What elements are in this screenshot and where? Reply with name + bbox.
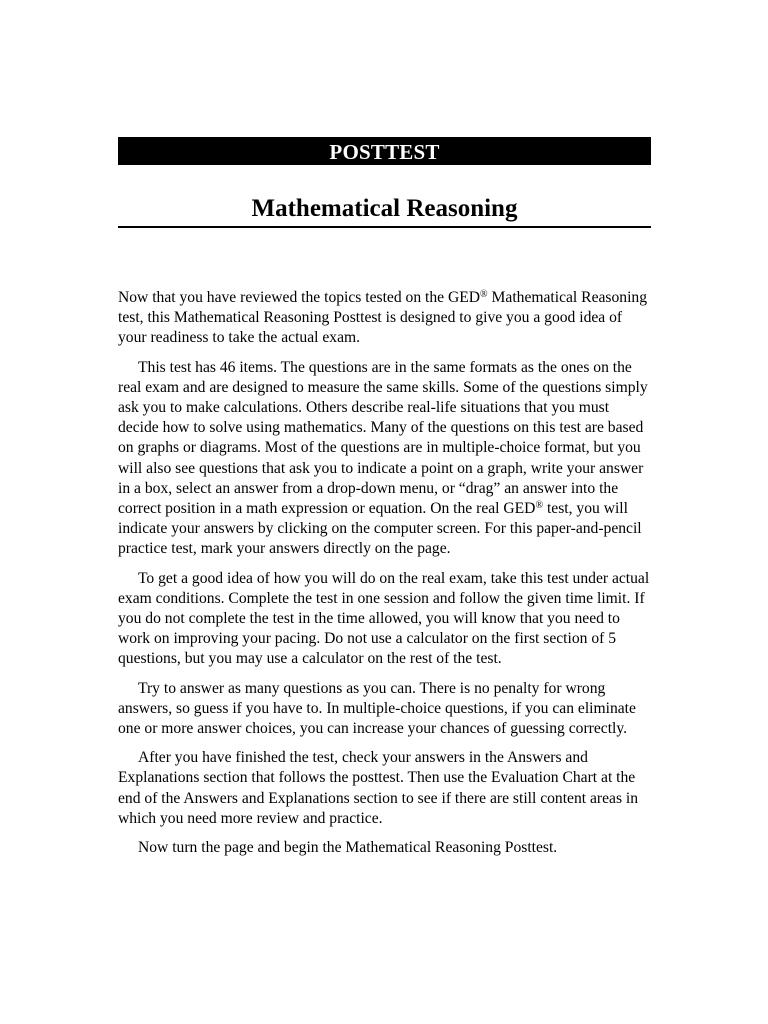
paragraph-check-answers: After you have finished the test, check your answers in the Answers and Explanations section that follows the posttest. Then use the Evaluation Chart at the end of the Answers and Explanations section to see if there are still content areas in which you need more review and practice. bbox=[118, 749, 639, 827]
body-text bbox=[118, 288, 651, 858]
paragraph-intro-part-b: Mathematical Reasoning test, this Mathematical Reasoning Posttest is designed to give you a good idea of your readiness to take the actual exam. bbox=[118, 289, 647, 347]
paragraph-test-format bbox=[118, 358, 651, 560]
paragraph-test-format-part-a: This test has 46 items. The questions are in the same formats as the ones on the real exam and are designed to measure the same skills. Some of the questions simply ask you to make calculations. Others describe real-life situations that you must decide how to solve using mathematics. Many of the questions on this test are based on graphs or diagrams. Most of the questions are in multiple-choice format, but you will also see questions that ask you to indicate a point on a graph, write your answer in a box, select an answer from a drop-down menu, or “drag” an answer into the correct position in a math expression or equation. On the real GED bbox=[118, 358, 648, 518]
posttest-banner: POSTTEST bbox=[118, 137, 651, 165]
paragraph-test-format-part-b: test, you will indicate your answers by clicking on the computer screen. For this paper-and-pencil practice test, mark your answers directly on the page. bbox=[118, 500, 642, 558]
paragraph-intro-part-a: Now that you have reviewed the topics tested on the GED bbox=[118, 289, 481, 306]
paragraph-begin: Now turn the page and begin the Mathematical Reasoning Posttest. bbox=[138, 839, 558, 857]
document-page bbox=[118, 137, 651, 867]
paragraph-guessing: Try to answer as many questions as you can. There is no penalty for wrong answers, so guess if you have to. In multiple-choice questions, if you can eliminate one or more answer choices, you can increase your chances of guessing correctly. bbox=[118, 679, 636, 738]
registered-mark: ® bbox=[535, 500, 544, 512]
page-title: Mathematical Reasoning bbox=[118, 194, 651, 228]
paragraph-intro bbox=[118, 288, 651, 349]
paragraph-exam-conditions: To get a good idea of how you will do on the real exam, take this test under actual exam conditions. Complete the test in one session and follow the given time limit. If you do not complete the test in the time allowed, you will know that you need to work on improving your pacing. Do not use a calculator on the first section of 5 questions, but you may use a calculator on the rest of the test. bbox=[118, 569, 650, 668]
registered-mark: ® bbox=[480, 289, 488, 300]
